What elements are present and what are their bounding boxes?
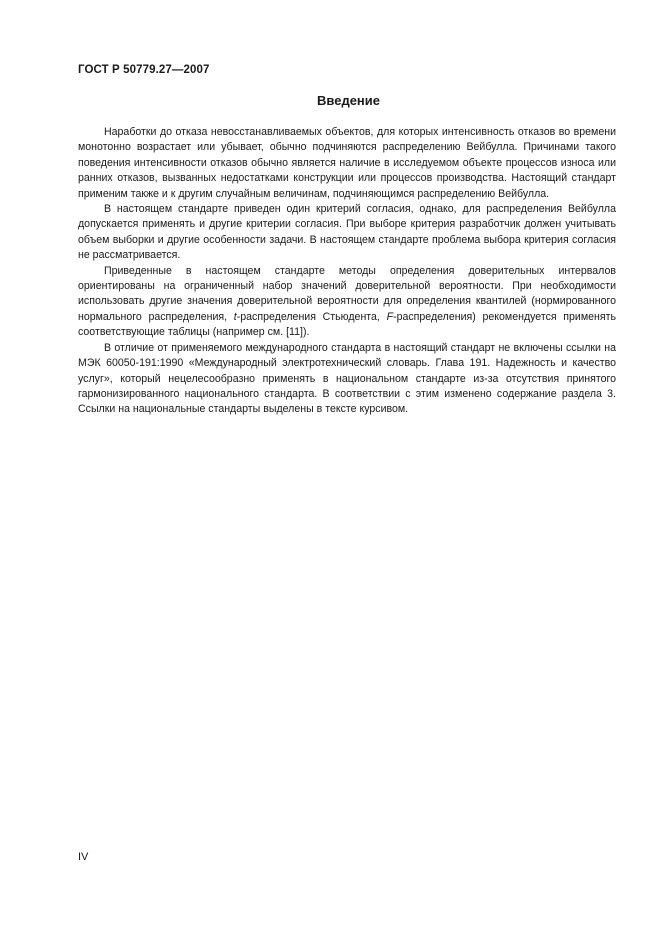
paragraph-international-standard-differences: В отличие от применяемого международного стандарта в настоящий стандарт не включены ссылки на МЭК 60050-191:1990 «Международный электротехнический словарь. Глава 191. Надежность и качество услуг», который нецелесообразно применять в национальном стандарте из-за отсутствия принятого гармонизированного национального стандарта. В соответствии с этим изменено содержание раздела 3. Ссылки на национальные стандарты выделены в тексте курсивом.: [78, 341, 616, 416]
paragraph-3-part-2: -распределения Стьюдента,: [236, 310, 387, 323]
paragraph-3-part-1: Приведенные в настоящем стандарте методы определения доверительных интервалов ориентированы на ограниченный набор значений доверительной вероятности. При необходимости использовать другие значения доверительной вероятности для определения квантилей (нормированного нормального распределения,: [78, 264, 616, 323]
f-distribution-symbol: F: [386, 310, 394, 323]
section-title: Введение: [317, 93, 380, 108]
paragraph-confidence-intervals: [78, 264, 616, 341]
document-id-header: ГОСТ Р 50779.27—2007: [78, 64, 210, 76]
paragraph-weibull-failures: Наработки до отказа невосстанавливаемых объектов, для которых интенсивность отказов во времени монотонно возрастает или убывает, обычно подчиняются распределению Вейбулла. Причинами такого поведения интенсивности отказов обычно является наличие в исследуемом объекте процессов износа или ранних отказов, вызванных недостатками конструкции или процессов производства. Настоящий стандарт применим также и к другим случайным величинам, подчиняющимся распределению Вейбулла.: [78, 126, 616, 200]
paragraph-3-part-3: -распределения) рекомендуется применять соответствующие таблицы (например см. [11]).: [78, 310, 616, 339]
introduction-body: [78, 125, 616, 418]
paragraph-goodness-of-fit: В настоящем стандарте приведен один критерий согласия, однако, для распределения Вейбулла допускается применять и другие критерии согласия. При выборе критерия разработчик должен учитывать объем выборки и другие особенности задачи. В настоящем стандарте проблема выбора критерия согласия не рассматривается.: [78, 203, 616, 262]
page-number: IV: [78, 851, 89, 863]
t-distribution-symbol: t: [233, 310, 237, 323]
